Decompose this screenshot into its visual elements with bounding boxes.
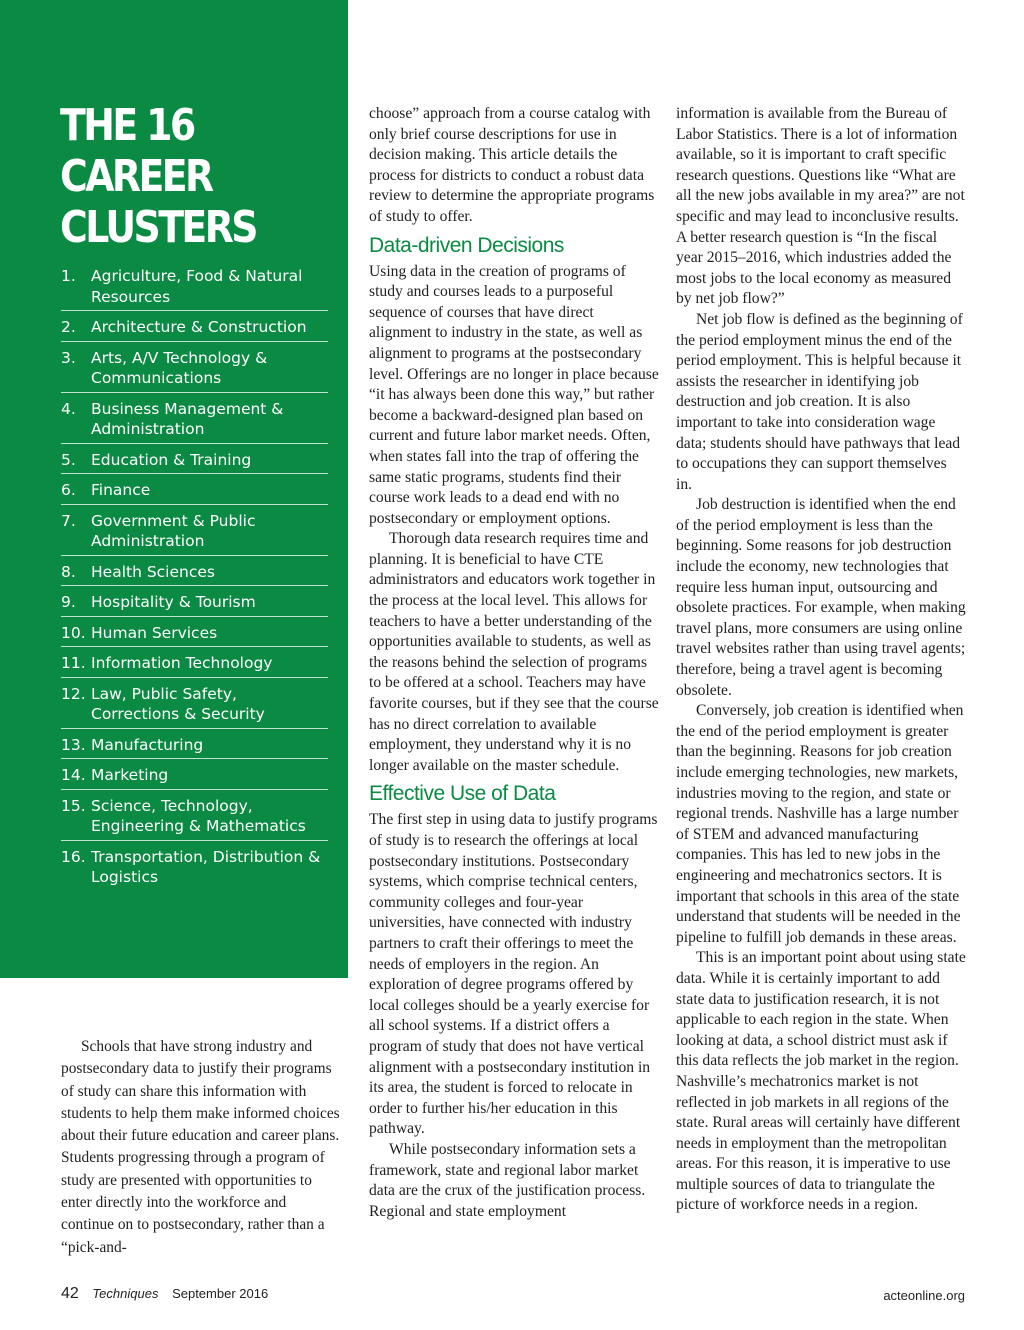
- cluster-item: [61, 653, 328, 678]
- cluster-number: 3.: [61, 348, 76, 367]
- article-paragraph: Using data in the creation of programs of study and courses leads to a purposeful sequence of courses that have direct alignment to industry in the state, as well as alignment to programs at the postsecondary level. Offerings are no longer in place because “it has always been done this way,” but rather become a backward-designed plan based on current and future labor market needs. Often, when states fall into the trap of offering the same static programs, students find their course work leads to a dead end with no postsecondary or employment options.: [369, 262, 659, 527]
- career-cluster-list: [61, 266, 328, 897]
- cluster-item: [61, 847, 328, 891]
- article-paragraph: Thorough data research requires time and planning. It is beneficial to have CTE administrators and educators work together in the process at the local level. This allows for teachers to have a better understanding of the opportunities available to students, as well as the reasons behind the selection of programs to be offered at a school. Teachers may have favorite courses, but if they see that the course has no direct correlation to available employment, they understand why it is no longer available on the master schedule.: [369, 530, 659, 774]
- cluster-number: 5.: [61, 450, 76, 469]
- cluster-item: [61, 317, 328, 342]
- cluster-number: 10.: [61, 623, 86, 642]
- article-paragraph: Job destruction is identified when the end of the period employment is less than the beginning. Some reasons for job destruction include the economy, new technologies that require less human input, outsourcing and obsolete practices. For example, when making travel plans, more consumers are using online travel websites rather than using travel agents; therefore, being a travel agent is becoming obsolete.: [676, 496, 966, 699]
- cluster-number: 2.: [61, 318, 76, 336]
- article-column-3: [676, 104, 966, 1216]
- sidebar-title-line: CAREER: [60, 151, 212, 202]
- cluster-number: 14.: [61, 766, 86, 784]
- cluster-label: Arts, A/V Technology & Communications: [91, 348, 268, 387]
- cluster-number: 15.: [61, 796, 86, 815]
- cluster-item: [61, 511, 328, 556]
- cluster-item: [61, 592, 328, 617]
- cluster-number: 8.: [61, 562, 76, 581]
- article-paragraph: Net job flow is defined as the beginning of the period employment minus the end of the period employment. This is helpful because it assists the researcher in identifying job destruction and job creation. It is also important to take into consideration wage data; students should have pathways that lead to occupations they can support themselves in.: [676, 310, 963, 493]
- cluster-item: [61, 765, 328, 790]
- cluster-item: [61, 266, 328, 311]
- article-paragraph: Conversely, job creation is identified when the end of the period employment is greater than the beginning. Reasons for job creation include emerging technologies, new markets, industries moving to the region, and state or regional trends. Nashville has a large number of STEM and advanced manufacturing companies. This has led to new jobs in the engineering and mechatronics sectors. It is important that schools in this area of the state understand that students will be needed in the pipeline to fulfill job demands in these areas.: [676, 702, 964, 946]
- cluster-item: [61, 735, 328, 760]
- article-paragraph: information is available from the Bureau of Labor Statistics. There is a lot of information available, so it is important to craft specific research questions. Questions like “What are all the new jobs available in my area?” are not specific and may lead to inconclusive results. A better research question is “In the fiscal year 2015–2016, which industries added the most jobs to the local economy as measured by net job flow?”: [676, 105, 965, 308]
- page-footer: [61, 1285, 965, 1305]
- cluster-item: [61, 623, 328, 648]
- cluster-label: Agriculture, Food & Natural Resources: [91, 267, 303, 306]
- cluster-label: Science, Technology, Engineering & Mathematics: [91, 796, 306, 835]
- sidebar-title-line: THE 16: [60, 100, 194, 151]
- cluster-number: 7.: [61, 511, 76, 530]
- cluster-label: Business Management & Administration: [91, 399, 284, 438]
- cluster-label: Marketing: [91, 766, 169, 784]
- cluster-number: 4.: [61, 399, 76, 418]
- cluster-label: Health Sciences: [91, 562, 215, 581]
- cluster-item: [61, 684, 328, 729]
- article-column-1: [61, 1036, 343, 1259]
- cluster-number: 9.: [61, 593, 76, 611]
- cluster-number: 11.: [61, 654, 86, 672]
- cluster-number: 13.: [61, 735, 86, 754]
- cluster-item: [61, 450, 328, 475]
- sidebar-title-line: CLUSTERS: [60, 202, 256, 253]
- article-paragraph: While postsecondary information sets a framework, state and regional labor market data are the crux of the justification process. Regional and state employment: [369, 1140, 646, 1220]
- cluster-label: Human Services: [91, 623, 218, 642]
- cluster-number: 12.: [61, 684, 86, 703]
- cluster-label: Manufacturing: [91, 735, 204, 754]
- cluster-item: [61, 399, 328, 444]
- website-link[interactable]: acteonline.org: [883, 1288, 965, 1303]
- cluster-number: 1.: [61, 267, 76, 285]
- article-paragraph: Schools that have strong industry and postsecondary data to justify their programs of study can share this information with students to help them make informed choices about their future education and career plans. Students progressing through a program of study are presented with opportunities to enter directly into the workforce and continue on to postsecondary, rather than a “pick-and-: [61, 1038, 340, 1256]
- section-heading-data-driven: Data-driven Decisions: [369, 233, 564, 257]
- cluster-number: 16.: [61, 847, 86, 866]
- sidebar-title: [60, 100, 292, 253]
- cluster-label: Information Technology: [91, 654, 273, 672]
- issue-date: September 2016: [172, 1286, 269, 1301]
- article-paragraph: choose” approach from a course catalog with only brief course descriptions for use in decision making. This article details the process for districts to conduct a robust data review to determine the appropriate programs of study to offer.: [369, 105, 655, 225]
- page-number: 42: [61, 1285, 79, 1302]
- cluster-label: Transportation, Distribution & Logistics: [91, 847, 321, 886]
- cluster-label: Architecture & Construction: [91, 318, 307, 336]
- cluster-label: Finance: [91, 481, 151, 499]
- cluster-label: Education & Training: [91, 450, 252, 469]
- cluster-number: 6.: [61, 481, 76, 499]
- section-heading-effective-use: Effective Use of Data: [369, 782, 556, 806]
- magazine-name: Techniques: [92, 1286, 159, 1301]
- cluster-item: [61, 562, 328, 587]
- article-paragraph: This is an important point about using state data. While it is certainly important to add state data to justification research, it is not applicable to each region in the state. When looking at data, a school district must ask if this data reflects the job market in the region. Nashville’s mechatronics market is not reflected in job markets in all regions of the state. Rural areas will certainly have different needs in employment than the metropolitan areas. For this reason, it is imperative to use multiple sources of data to triangulate the picture of workforce needs in a region.: [676, 949, 966, 1214]
- article-column-2: [369, 104, 659, 1222]
- career-clusters-sidebar: [0, 0, 348, 978]
- article-paragraph: The first step in using data to justify programs of study is to research the offerings at local postsecondary institutions. Postsecondary systems, which comprise technical centers, community colleges and four-year universities, have connected with industry partners to craft their offerings to meet the needs of employers in the region. An exploration of degree programs offered by local colleges should be a yearly exercise for all school systems. If a district offers a program of study that does not have vertical alignment with a postsecondary institution in its area, the student is forced to relocate in order to further his/her education in this pathway.: [369, 811, 658, 1138]
- cluster-item: [61, 480, 328, 505]
- cluster-label: Government & Public Administration: [91, 511, 256, 550]
- cluster-item: [61, 796, 328, 841]
- cluster-item: [61, 348, 328, 393]
- cluster-label: Law, Public Safety, Corrections & Security: [91, 684, 265, 723]
- cluster-label: Hospitality & Tourism: [91, 593, 256, 611]
